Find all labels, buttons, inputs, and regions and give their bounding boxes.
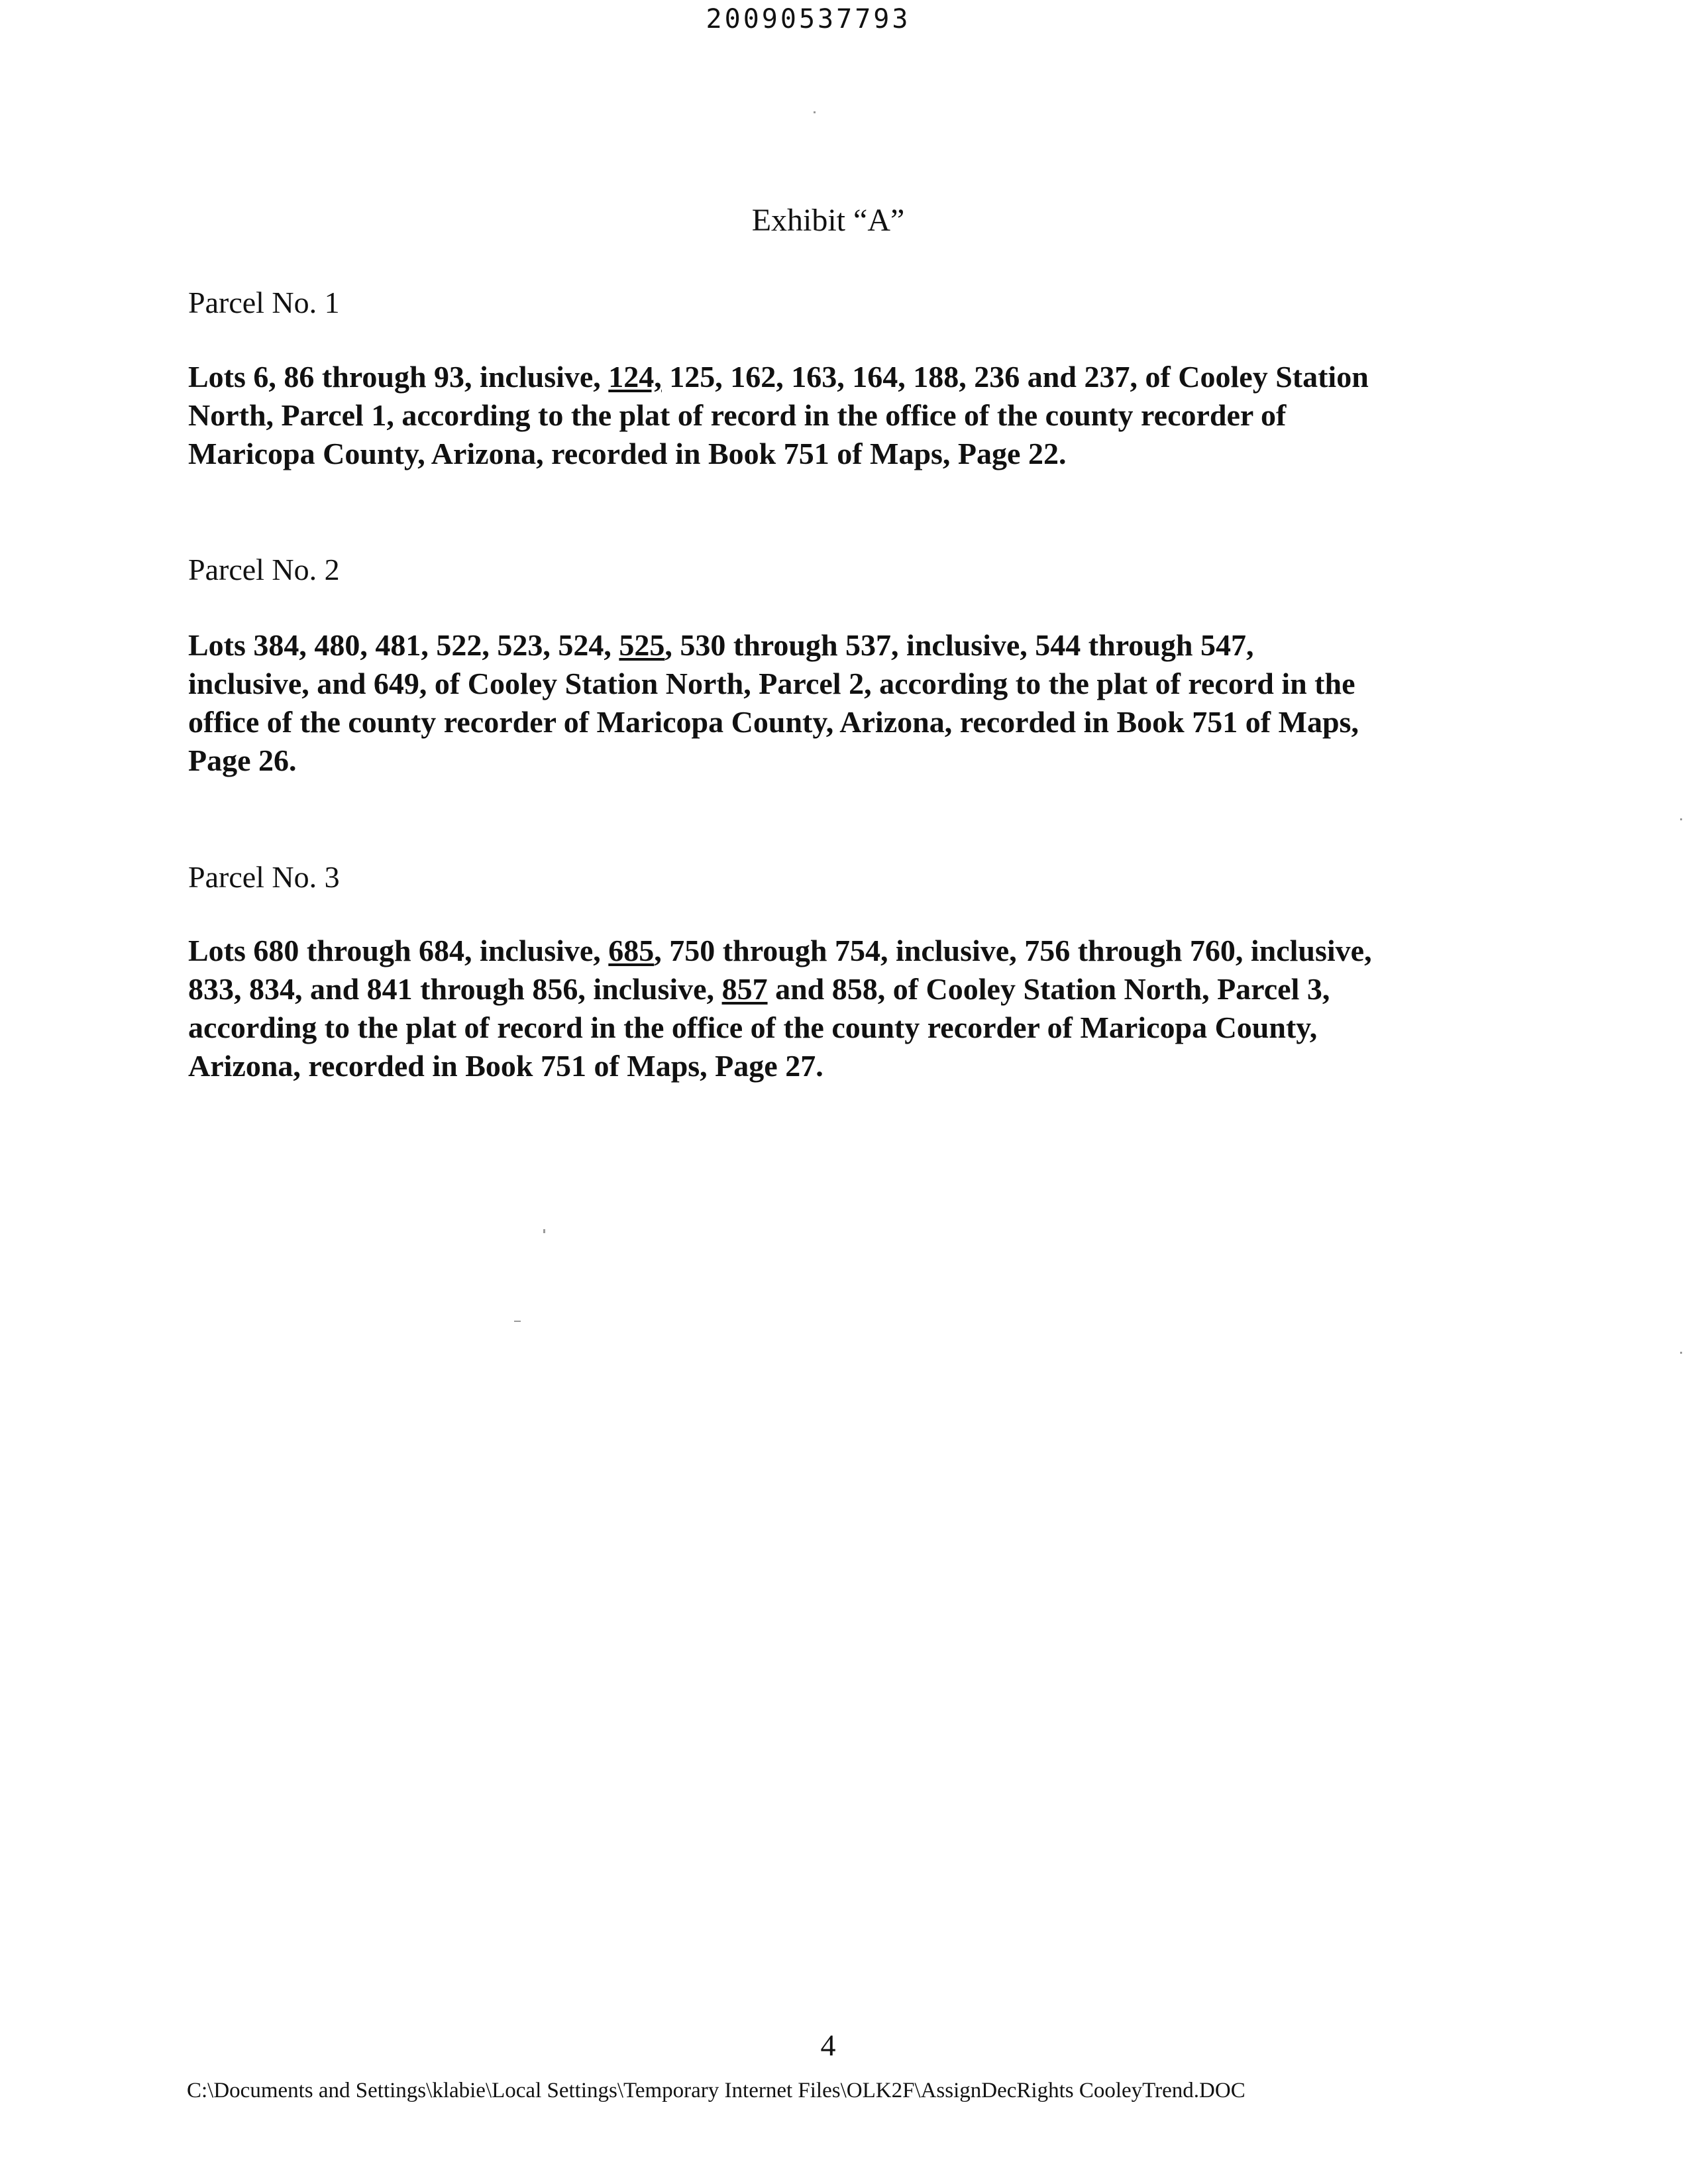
parcel-3-line-1: Lots 680 through 684, inclusive, 685, 750 through 754, inclusive, 756 through 760, inclusive, — [188, 934, 1372, 967]
parcel-1-line-1: Lots 6, 86 through 93, inclusive, 124, 125, 162, 163, 164, 188, 236 and 237, of Cooley Station — [188, 360, 1369, 394]
parcel-3-description — [188, 932, 1513, 1085]
parcel-3-heading: Parcel No. 3 — [188, 860, 340, 894]
parcel-3-line-2: 833, 834, and 841 through 856, inclusive, 857 and 858, of Cooley Station North, Parcel 3, — [188, 972, 1330, 1006]
parcel-2-line-3: office of the county recorder of Maricopa County, Arizona, recorded in Book 751 of Maps, — [188, 705, 1359, 739]
parcel-1-description — [188, 358, 1513, 473]
parcel-2-heading: Parcel No. 2 — [188, 553, 340, 586]
underlined-lot: 525 — [619, 628, 665, 662]
underlined-lot: 685 — [608, 934, 655, 967]
parcel-1-line-2: North, Parcel 1, according to the plat of record in the office of the county recorder of — [188, 398, 1287, 432]
parcel-2-line-2: inclusive, and 649, of Cooley Station North, Parcel 2, according to the plat of record in the — [188, 667, 1355, 700]
exhibit-title: Exhibit “A” — [751, 203, 905, 238]
scan-speck — [1680, 818, 1682, 820]
parcel-2-line-4: Page 26. — [188, 743, 297, 777]
scan-speck — [514, 1321, 521, 1322]
parcel-2-description — [188, 626, 1513, 780]
parcel-1-line-3: Maricopa County, Arizona, recorded in Book 751 of Maps, Page 22. — [188, 437, 1067, 470]
parcel-3-line-4: Arizona, recorded in Book 751 of Maps, Page 27. — [188, 1049, 823, 1083]
footer-file-path: C:\Documents and Settings\klabie\Local Settings\Temporary Internet Files\OLK2F\AssignDecRights CooleyTrend.DOC — [187, 2079, 1246, 2102]
parcel-2-line-1: Lots 384, 480, 481, 522, 523, 524, 525, 530 through 537, inclusive, 544 through 547, — [188, 628, 1254, 662]
underlined-lot: 857 — [721, 972, 768, 1006]
parcel-3-line-3: according to the plat of record in the office of the county recorder of Maricopa County, — [188, 1010, 1318, 1044]
recording-number: 20090537793 — [706, 4, 911, 34]
scan-speck — [543, 1229, 545, 1233]
scan-speck — [814, 111, 816, 113]
scan-speck — [1680, 1352, 1682, 1354]
parcel-1-heading: Parcel No. 1 — [188, 286, 340, 319]
page-number: 4 — [820, 2028, 836, 2062]
underlined-lot: 124, — [608, 360, 662, 394]
